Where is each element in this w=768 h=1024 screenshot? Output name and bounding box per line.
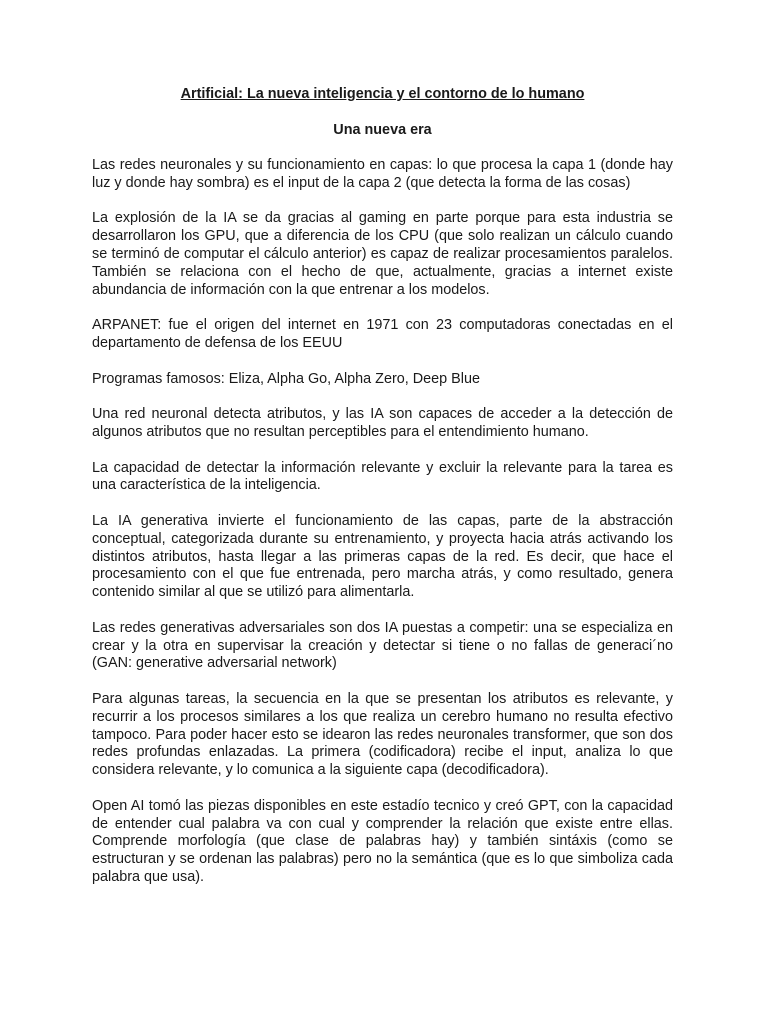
paragraph-transformer: Para algunas tareas, la secuencia en la que se presentan los atributos es relevante, y recurrir a los procesos similares a los que realiza un cerebro humano no resulta efectivo tampoco. Para poder hacer esto se idearon las redes neuronales transformer, que son dos redes profundas enlazadas. La primera (codificadora) recibe el input, analiza lo que considera relevante, y lo comunica a la siguiente capa (decodificadora). (92, 691, 673, 779)
paragraph-attributes: Una red neuronal detecta atributos, y las IA son capaces de acceder a la detección de algunos atributos que no resultan perceptibles para el entendimiento humano. (92, 406, 673, 441)
document-subtitle: Una nueva era (333, 121, 432, 138)
paragraph-gpt: Open AI tomó las piezas disponibles en este estadío tecnico y creó GPT, con la capacidad de entender cual palabra va con cual y comprender la relación que existe entre ellas. Comprende morfología (que clase de palabras hay) y también sintáxis (como se estructuran y se ordenan las palabras) pero no la semántica (que es lo que simboliza cada palabra que usa). (92, 797, 673, 885)
paragraph-generative-ai: La IA generativa invierte el funcionamiento de las capas, parte de la abstracción conceptual, categorizada durante su entrenamiento, y proyecta hacia atrás activando los distintos atributos, hasta llegar a las primeras capas de la red. Es decir, que hace el procesamiento con el que fue entrenada, pero marcha atrás, y como resultado, genera contenido similar al que se utilizó para alimentarla. (92, 513, 673, 601)
paragraph-arpanet: ARPANET: fue el origen del internet en 1971 con 23 computadoras conectadas en el departamento de defensa de los EEUU (92, 317, 673, 352)
paragraph-gan: Las redes generativas adversariales son dos IA puestas a competir: una se especializa en crear y la otra en supervisar la creación y detectar si tiene o no fallas de generaci´no (GAN: generative adversarial network) (92, 619, 673, 672)
document-title: Artificial: La nueva inteligencia y el contorno de lo humano (180, 86, 585, 102)
paragraph-famous-programs: Programas famosos: Eliza, Alpha Go, Alpha Zero, Deep Blue (92, 370, 480, 387)
paragraph-neural-layers: Las redes neuronales y su funcionamiento en capas: lo que procesa la capa 1 (donde hay luz y donde hay sombra) es el input de la capa 2 (que detecta la forma de las cosas) (92, 157, 673, 191)
paragraph-ai-explosion: La explosión de la IA se da gracias al gaming en parte porque para esta industria se desarrollaron los GPU, que a diferencia de los CPU (que solo realizan un cálculo cuando se terminó de computar el cálculo anterior) es capaz de realizar procesamientos paralelos. También se relaciona con el hecho de que, actualmente, gracias a internet existe abundancia de información con la que entrenar a los modelos. (92, 210, 673, 298)
paragraph-intelligence-trait: La capacidad de detectar la información relevante y excluir la relevante para la tarea es una característica de la inteligencia. (92, 459, 673, 494)
document-page (92, 86, 673, 905)
